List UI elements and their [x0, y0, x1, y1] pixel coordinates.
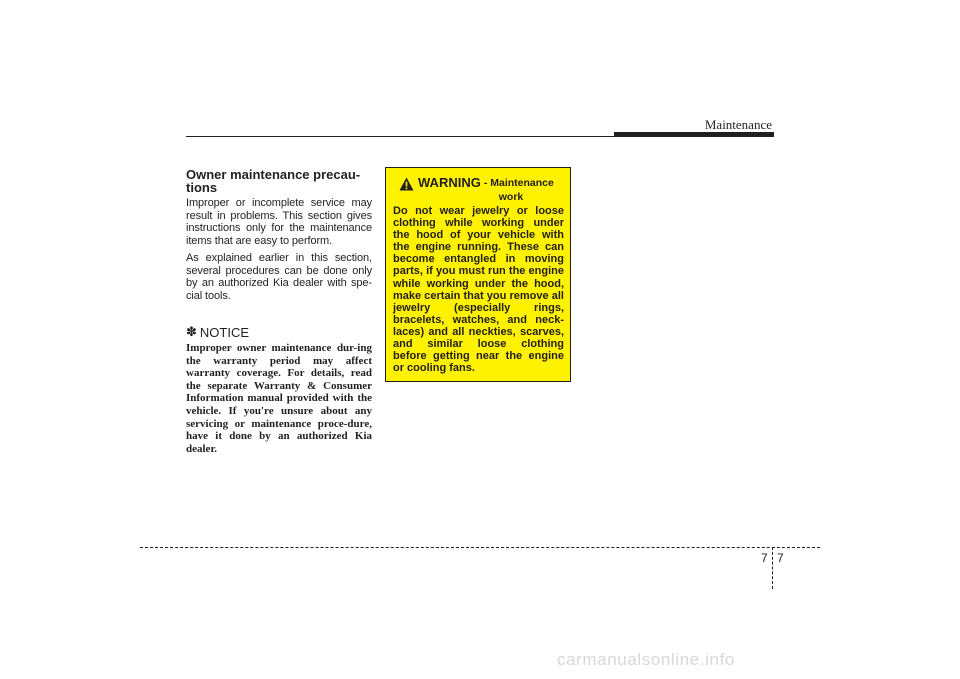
- watermark: carmanualsonline.info: [557, 650, 735, 669]
- warning-subtitle-continued: work: [498, 191, 524, 203]
- header-rule-accent: [614, 132, 774, 137]
- notice-star-icon: ✽: [186, 324, 197, 339]
- warning-triangle-icon: [399, 177, 414, 191]
- paragraph-1: Improper or incomplete service may result in problems. This section gives instructions only for the maintenance items that are easy to perform.: [186, 197, 372, 247]
- left-column: [186, 168, 372, 455]
- section-title: Owner maintenance precau-tions: [186, 167, 361, 195]
- page-number: 7: [777, 551, 784, 565]
- header-title: Maintenance: [704, 117, 772, 132]
- paragraph-2: As explained earlier in this section, several procedures can be done only by an authorized Kia dealer with spe-cial tools.: [186, 252, 372, 302]
- page-number-divider: [772, 547, 773, 589]
- notice-text: Improper owner maintenance dur-ing the warranty period may affect warranty coverage. For details, read the separate Warranty & Consumer Information manual provided with the vehicle. If you're unsure about any servicing or maintenance proce-dure, have it done by an authorized Kia dealer.: [186, 342, 372, 455]
- notice-heading: [186, 324, 372, 340]
- warning-text: Do not wear jewelry or loose clothing while working under the hood of your vehicle with the engine running. These can become entangled in moving parts, if you must run the engine while working under the hood, make certain that you remove all jewelry (especially rings, bracelets, watches, and neck-laces) and all neckties, scarves, and similar loose clothing before getting near the engine or cooling fans.: [393, 205, 564, 375]
- footer-dashed-rule: [140, 547, 820, 548]
- warning-heading: [399, 176, 564, 191]
- chapter-number: 7: [761, 551, 768, 565]
- warning-box: [385, 167, 571, 382]
- notice-title: NOTICE: [199, 324, 250, 340]
- header-rule: [186, 136, 614, 137]
- warning-label: WARNING: [418, 175, 481, 190]
- warning-subtitle: - Maintenance: [483, 177, 554, 189]
